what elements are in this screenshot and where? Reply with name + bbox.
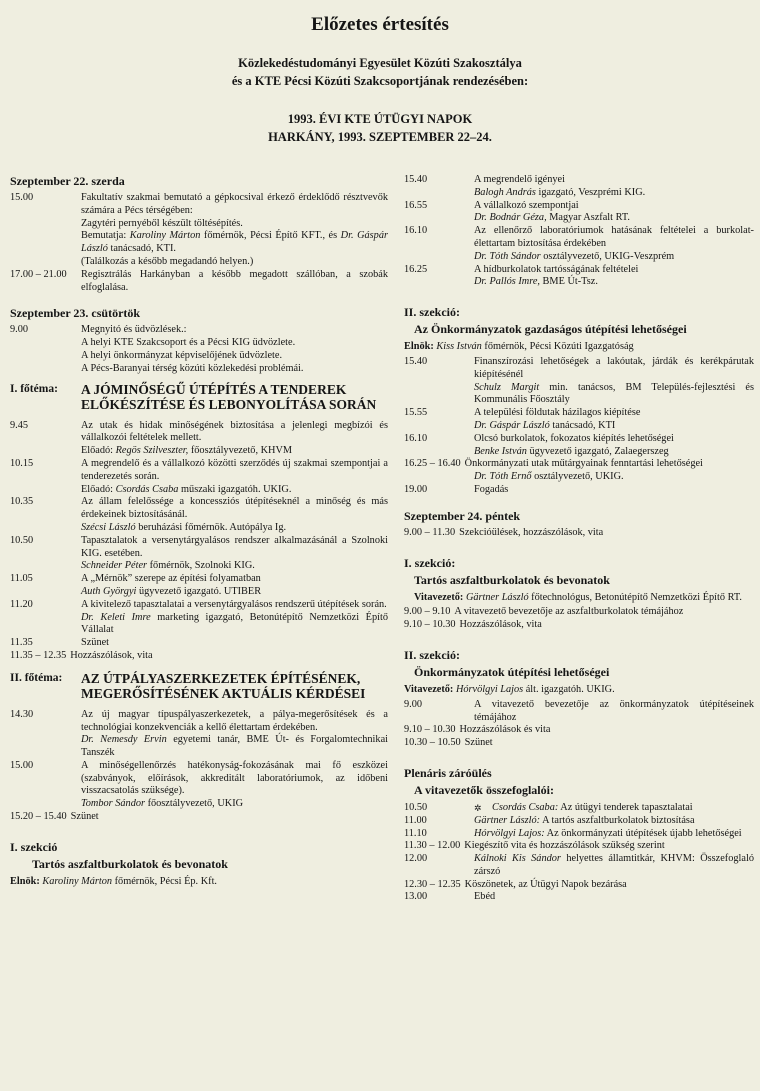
program-description — [81, 363, 388, 376]
program-time: 17.00 – 21.00 — [10, 268, 67, 280]
program-item — [404, 484, 754, 497]
speaker-name: Dr. Nemesdy Ervin — [81, 734, 167, 746]
program-time: 15.20 – 15.40 — [10, 811, 67, 823]
item-text: A vállalkozó szempontjai — [474, 199, 579, 211]
program-item — [10, 560, 388, 573]
program-item — [10, 324, 388, 337]
item-text: A megrendelő igényei — [474, 174, 565, 185]
speaker-name: Dr. Bodnár Géza, — [474, 212, 547, 224]
section-heading: I. szekció: — [404, 555, 456, 570]
program-description — [81, 760, 388, 798]
program-item — [404, 471, 754, 484]
program-time: 16.25 — [404, 263, 428, 275]
program-item — [10, 256, 388, 269]
program-time: 11.35 – 12.35 — [10, 649, 67, 661]
program-time — [404, 212, 474, 225]
program-time: 16.10 — [404, 432, 428, 444]
section-subtitle: A vitavezetők összefoglalói: — [414, 782, 554, 797]
item-text: Fogadás — [474, 483, 509, 495]
speaker-name: Schneider Péter — [81, 560, 148, 572]
speaker-affiliation: osztályvezető, UKIG-Veszprém — [540, 250, 675, 262]
item-text: Önkormányzati utak műtárgyainak fenntartási lehetőségei — [464, 458, 703, 470]
section-subtitle: Az Önkormányzatok gazdaságos útépítési lehetőségei — [414, 322, 687, 337]
program-item — [10, 599, 388, 612]
speaker-name: Dr. Pallós Imre, — [474, 276, 540, 288]
program-time: 11.20 — [10, 598, 33, 610]
program-description — [465, 879, 754, 892]
program-time: 10.50 — [404, 801, 428, 813]
program-description — [81, 218, 388, 231]
item-text: A minőségellenőrzés hatékonyság-fokozásának mai fő eszközei (szabványok, előírások, akkreditált laboratóriumok, az időbeni visszacsatolás szüksége). — [81, 759, 388, 797]
program-time: 11.30 – 12.00 — [404, 840, 461, 852]
program-item — [404, 225, 754, 251]
item-text: A „Mérnök” szerepe az építési folyamatban — [81, 573, 261, 585]
program-item — [10, 363, 388, 376]
program-item — [404, 853, 754, 879]
speaker-affiliation: helyettes államtitkár, KHVM: Összefoglaló zárszó — [474, 853, 754, 877]
speaker-affiliation: ügyvezető igazgató, Zalaegerszeg — [526, 445, 669, 457]
speaker-name: Szécsi László — [81, 521, 136, 533]
program-description — [81, 350, 388, 363]
program-list — [404, 802, 754, 904]
program-time — [404, 446, 474, 459]
item-text: Ebéd — [474, 891, 496, 903]
program-description — [474, 276, 754, 289]
program-time: 10.50 — [10, 534, 34, 546]
program-description — [474, 802, 754, 815]
program-item — [10, 535, 388, 561]
program-item — [404, 724, 754, 737]
program-time: 9.00 – 9.10 — [404, 606, 451, 618]
item-text: Tapasztalatok a versenytárgyalásos rendszer alkalmazásánál a Szolnoki KIG. esetében. — [81, 534, 388, 559]
program-time: 16.10 — [404, 225, 428, 237]
program-time: 19.00 — [404, 483, 428, 495]
program-time: 9.00 — [10, 324, 29, 336]
program-item — [404, 212, 754, 225]
program-item — [10, 586, 388, 599]
speaker-name: Dr. Gáspár László — [81, 230, 388, 255]
program-time: 16.55 — [404, 199, 428, 211]
speaker-name: Schulz Margit — [474, 381, 540, 393]
speaker-name: Dr. Tóth Sándor — [474, 250, 541, 262]
item-text: Finanszírozási lehetőségek a lakóutak, járdák és kerékpárutak kiépítésénél — [474, 355, 754, 380]
item-text: Hozzászólások és vita — [459, 724, 551, 736]
speaker-affiliation: Magyar Aszfalt RT. — [546, 212, 630, 224]
program-time — [10, 230, 81, 256]
program-time — [404, 420, 474, 433]
speaker-name: Kálnoki Kis Sándor — [474, 853, 561, 865]
speaker-affiliation: tanácsadó, KTI — [549, 419, 616, 431]
speaker-affiliation: ügyvezető igazgató. UTIBER — [136, 585, 262, 597]
program-item — [404, 433, 754, 446]
program-time: 11.10 — [404, 827, 427, 839]
item-text: A helyi KTE Szakcsoport és a Pécsi KIG üdvözlete. — [81, 337, 296, 349]
program-item — [10, 811, 388, 824]
speaker-affiliation: tanácsadó, KTI. — [107, 243, 176, 255]
section-subtitle: Önkormányzatok útépítési lehetőségei — [414, 664, 610, 679]
organizer-line-1: Közlekedéstudományi Egyesület Közúti Szakosztálya — [238, 56, 522, 70]
program-item — [404, 356, 754, 382]
program-time: 11.35 — [10, 637, 33, 649]
star-icon: ✲ — [474, 802, 482, 813]
speaker-name: Auth Györgyi — [81, 585, 137, 597]
program-time: 12.30 – 12.35 — [404, 878, 461, 890]
program-item — [10, 192, 388, 218]
program-description — [474, 251, 754, 264]
program-list — [404, 527, 754, 540]
program-description — [474, 815, 754, 828]
program-description — [81, 522, 388, 535]
program-time: 10.35 — [10, 496, 34, 508]
organizer-line-2: és a KTE Pécsi Közúti Szakcsoportjának rendezésében: — [231, 74, 529, 88]
program-item — [404, 407, 754, 420]
program-description — [81, 256, 388, 269]
program-description — [459, 527, 754, 540]
speaker-affiliation: főosztályvezető, UKIG — [145, 798, 244, 810]
program-item — [404, 737, 754, 750]
speaker-affiliation: főmérnök, Szolnoki KIG. — [147, 560, 255, 572]
program-time — [10, 798, 81, 811]
program-item — [404, 802, 754, 815]
program-item — [10, 612, 388, 638]
program-time: 14.30 — [10, 708, 34, 720]
program-item — [10, 798, 388, 811]
speaker-affiliation: Az önkormányzati útépítések újabb lehetőségei — [544, 827, 742, 839]
program-description — [459, 619, 754, 632]
program-description — [81, 324, 388, 337]
item-text: Szünet — [464, 737, 493, 749]
program-item — [404, 891, 754, 904]
theme-label: II. főtéma: — [10, 671, 63, 684]
speaker-name: Dr. Tóth Ernő — [474, 471, 532, 483]
program-item — [404, 840, 754, 853]
program-time — [404, 187, 474, 200]
program-description — [81, 586, 388, 599]
item-text: Az utak és hidak minőségének biztosítása a jelenlegi megbízói és vállalkozói feltételek mellett. — [81, 419, 388, 444]
item-text: Hozzászólások, vita — [70, 649, 153, 661]
program-description — [474, 433, 754, 446]
program-item — [10, 573, 388, 586]
program-time: 15.00 — [10, 192, 34, 203]
program-time — [10, 337, 81, 350]
program-item — [404, 276, 754, 289]
program-description — [474, 407, 754, 420]
program-item — [10, 420, 388, 446]
program-description — [81, 230, 388, 256]
program-description — [81, 484, 388, 497]
item-text: Regisztrálás Harkányban a később megadott szállóban, a szobák elfoglalása. — [81, 268, 388, 293]
program-description — [81, 445, 388, 458]
program-description — [474, 828, 754, 841]
item-text: A hídburkolatok tartósságának feltételei — [474, 263, 639, 275]
day-heading-sep22: Szeptember 22. szerda — [10, 174, 125, 188]
item-text: Zagytéri pernyéből készült töltésépítés. — [81, 217, 243, 229]
program-item — [404, 828, 754, 841]
item-text: A kivitelező tapasztalatai a versenytárgyalásos rendszerű útépítések során. — [81, 598, 387, 610]
program-time — [10, 612, 81, 638]
program-description — [81, 798, 388, 811]
speaker-affiliation: főosztályvezető, KHVM — [188, 445, 293, 457]
program-item — [404, 264, 754, 277]
item-text: Az állam felelőssége a koncessziós útépítéseknél a minőség és más érdekeinek biztosításánál. — [81, 496, 388, 521]
program-item — [10, 269, 388, 295]
program-time: 10.15 — [10, 457, 34, 469]
program-time — [10, 256, 81, 269]
section-heading: I. szekció — [10, 839, 58, 854]
main-theme-1 — [10, 382, 388, 412]
program-item — [404, 251, 754, 264]
program-description — [474, 420, 754, 433]
item-text: A települési földutak házilagos kiépítése — [474, 407, 641, 419]
program-description — [81, 709, 388, 735]
program-list — [404, 356, 754, 497]
program-description — [81, 458, 388, 484]
section-subtitle: Tartós aszfaltburkolatok és bevonatok — [414, 572, 610, 587]
item-text: Kiegészítő vita és hozzászólások szükség szerint — [464, 840, 665, 852]
program-item — [10, 484, 388, 497]
program-list — [10, 420, 388, 663]
program-description — [474, 225, 754, 251]
speaker-name: Hórvölgyi Lajos: — [474, 827, 545, 839]
item-text: A vitavezető bevezetője az önkormányzatok útépítéseinek témájához — [474, 698, 754, 723]
speaker-affiliation: egyetemi tanár, BME Út- és Forgalomtechnikai Tanszék — [81, 734, 389, 759]
program-description — [474, 174, 754, 187]
item-text: A vitavezető bevezetője az aszfaltburkolatok témájához — [454, 606, 684, 618]
speaker-affiliation: A tartós aszfaltburkolatok biztosítása — [540, 814, 695, 826]
program-time — [10, 445, 81, 458]
item-text: Az ellenőrző laboratóriumok hatásának feltételei a burkolat-élettartam biztosítása érdekében — [474, 225, 754, 249]
item-prefix: Előadó: — [81, 483, 116, 495]
program-description — [81, 612, 388, 638]
speaker-name: Tombor Sándor — [81, 798, 145, 810]
discussion-leader: Vitavezető: Hórvölgyi Lajos ált. igazgatóh. UKIG. — [404, 683, 615, 695]
item-prefix: Bemutatja: — [81, 230, 130, 242]
program-item — [10, 650, 388, 663]
program-description — [474, 471, 754, 484]
program-item — [10, 522, 388, 535]
program-item — [10, 637, 388, 650]
program-description — [81, 496, 388, 522]
program-item — [404, 174, 754, 187]
program-item — [10, 445, 388, 458]
program-list — [404, 174, 754, 289]
program-time: 9.10 – 10.30 — [404, 619, 456, 631]
item-text: Hozzászólások, vita — [459, 619, 542, 631]
program-time — [404, 251, 474, 264]
speaker-affiliation: beruházási főmérnök. Autópálya Ig. — [135, 521, 287, 533]
item-text: Szünet — [70, 811, 99, 823]
program-description — [474, 853, 754, 879]
program-item — [404, 420, 754, 433]
program-description — [474, 382, 754, 408]
speaker-affiliation: Az útügyi tenderek tapasztalatai — [558, 801, 693, 813]
section-subtitle: Tartós aszfaltburkolatok és bevonatok — [32, 856, 228, 871]
event-name: 1993. ÉVI KTE ÚTÜGYI NAPOK — [287, 112, 473, 126]
theme-title: A JÓMINŐSÉGŰ ÚTÉPÍTÉS A TENDEREK ELŐKÉSZÍTÉSE ÉS LEBONYOLÍTÁSA SORÁN — [81, 381, 377, 412]
program-description — [474, 187, 754, 200]
program-item — [404, 619, 754, 632]
theme-label: I. főtéma: — [10, 382, 58, 395]
program-description — [70, 650, 388, 663]
program-time — [404, 382, 474, 408]
program-item — [10, 218, 388, 231]
item-text: főmérnök, Pécsi Építő KFT., és — [200, 230, 341, 242]
program-description — [465, 737, 754, 750]
program-time: 15.00 — [10, 759, 34, 771]
program-time — [10, 484, 81, 497]
program-item — [404, 200, 754, 213]
speaker-name: Balogh András — [474, 186, 536, 198]
speaker-affiliation: osztályvezető, UKIG. — [531, 471, 624, 483]
program-time: 12.00 — [404, 853, 428, 865]
program-item — [404, 699, 754, 725]
program-time: 9.45 — [10, 419, 29, 431]
program-description — [81, 734, 388, 760]
program-description — [454, 606, 754, 619]
left-column — [10, 174, 388, 891]
program-description — [474, 212, 754, 225]
speaker-name: Karoliny Márton — [129, 230, 201, 242]
section-chair: Elnök: Kiss István főmérnök, Pécsi Közúti Igazgatóság — [404, 341, 634, 353]
program-item — [404, 458, 754, 471]
program-item — [404, 606, 754, 619]
program-description — [474, 484, 754, 497]
program-time — [404, 276, 474, 289]
program-time: 10.30 – 10.50 — [404, 737, 461, 749]
speaker-affiliation: marketing igazgató, Betonútépítő Nemzetközi Építő Vállalat — [81, 611, 388, 636]
program-time — [10, 560, 81, 573]
program-time: 15.40 — [404, 174, 428, 185]
program-description — [474, 356, 754, 382]
program-time: 9.00 — [404, 698, 423, 710]
program-item — [404, 187, 754, 200]
speaker-name: Gärtner László: — [474, 814, 541, 826]
right-column — [404, 174, 754, 904]
program-time: 11.00 — [404, 814, 427, 826]
program-item — [10, 350, 388, 363]
speaker-affiliation: BME Út-Tsz. — [539, 276, 598, 288]
program-description — [81, 637, 388, 650]
section-chair: Elnök: Karoliny Márton főmérnök, Pécsi Ép. Kft. — [10, 875, 218, 887]
program-time: 15.40 — [404, 355, 428, 367]
program-item — [10, 709, 388, 735]
program-item — [404, 879, 754, 892]
program-description — [464, 840, 754, 853]
program-description — [81, 420, 388, 446]
section-heading: II. szekció: — [404, 305, 460, 320]
speaker-name: Csordás Csaba — [115, 483, 179, 495]
main-theme-2 — [10, 671, 388, 701]
program-description — [474, 200, 754, 213]
item-text: Megnyitó és üdvözlések.: — [81, 324, 187, 336]
program-list — [10, 709, 388, 824]
item-text: Olcsó burkolatok, fokozatos kiépítés lehetőségei — [474, 432, 674, 444]
program-description — [81, 599, 388, 612]
program-description — [81, 269, 388, 295]
event-place-date: HARKÁNY, 1993. SZEPTEMBER 22–24. — [268, 130, 492, 144]
program-time — [404, 471, 474, 484]
program-description — [81, 573, 388, 586]
program-description — [71, 811, 388, 824]
program-item — [10, 760, 388, 798]
program-time — [10, 522, 81, 535]
speaker-name: Dr. Keleti Imre — [81, 611, 151, 623]
item-text: Szünet — [81, 637, 110, 649]
speaker-name: Csordás Csaba: — [492, 801, 559, 813]
program-description — [474, 891, 754, 904]
program-time: 11.05 — [10, 573, 33, 585]
day-heading-sep24: Szeptember 24. péntek — [404, 508, 521, 523]
item-text: Az új magyar típuspályaszerkezetek, a pálya-megerősítések és a technológiai konzekvenciák a kellő élettartam érdekében. — [81, 708, 388, 733]
program-time — [10, 363, 81, 376]
item-text: Fakultatív szakmai bemutató a gépkocsival érkező érdeklődő résztvevők számára a Pécs térségében: — [81, 192, 388, 216]
item-text: A Pécs-Baranyai térség közúti közlekedési problémái. — [81, 362, 304, 374]
speaker-name: Dr. Gáspár László — [474, 419, 550, 431]
theme-title: AZ ÚTPÁLYASZERKEZETEK ÉPÍTÉSÉNEK, MEGERŐSÍTÉSÉNEK AKTUÁLIS KÉRDÉSEI — [81, 670, 366, 701]
program-item — [10, 458, 388, 484]
program-time: 13.00 — [404, 891, 428, 903]
speaker-affiliation: igazgató, Veszprémi KIG. — [535, 186, 646, 198]
item-text: Szekcióülések, hozzászólások, vita — [459, 526, 604, 538]
program-description — [459, 724, 754, 737]
program-time: 16.25 – 16.40 — [404, 458, 461, 470]
program-time: 15.55 — [404, 407, 428, 419]
program-description — [474, 264, 754, 277]
program-list — [10, 192, 388, 294]
speaker-affiliation: műszaki igazgatóh. UKIG. — [178, 483, 292, 495]
program-description — [474, 446, 754, 459]
speaker-name: Benke István — [474, 445, 527, 457]
item-text: A megrendelő és a vállalkozó közötti szerződés új szakmai szempontjai a tenderezetés során. — [81, 457, 388, 482]
item-text: Köszönetek, az Útügyi Napok bezárása — [464, 878, 627, 890]
program-item — [404, 382, 754, 408]
program-item — [404, 446, 754, 459]
program-description — [81, 192, 388, 218]
item-prefix: Előadó: — [81, 445, 116, 457]
program-list — [404, 606, 754, 632]
program-item — [10, 734, 388, 760]
program-item — [404, 815, 754, 828]
program-item — [10, 496, 388, 522]
program-description — [81, 337, 388, 350]
speaker-name: Regös Szilveszter, — [115, 445, 189, 457]
item-text: A helyi önkormányzat képviselőjének üdvözlete. — [81, 349, 283, 361]
section-heading: Plenáris záróülés — [404, 765, 492, 780]
program-list — [10, 324, 388, 375]
program-item — [404, 527, 754, 540]
program-description — [81, 535, 388, 561]
page-title: Előzetes értesítés — [311, 14, 449, 35]
program-description — [465, 458, 754, 471]
program-time — [10, 586, 81, 599]
program-item — [10, 230, 388, 256]
speaker-affiliation: min. tanácsos, BM Település-fejlesztési és Kommunális Főosztály — [474, 381, 754, 406]
program-description — [81, 560, 388, 573]
program-item — [10, 337, 388, 350]
item-text: (Találkozás a később megadandó helyen.) — [81, 255, 254, 267]
program-time: 9.10 – 10.30 — [404, 724, 456, 736]
program-time — [10, 734, 81, 760]
program-time: 9.00 – 11.30 — [404, 526, 456, 538]
section-heading: II. szekció: — [404, 647, 460, 662]
program-description — [474, 699, 754, 725]
discussion-leader: Vitavezető: Gärtner László főtechnológus, Betonútépítő Nemzetközi Építő RT. — [414, 591, 742, 603]
program-time — [10, 350, 81, 363]
program-list — [404, 699, 754, 750]
program-time — [10, 218, 81, 231]
day-heading-sep23: Szeptember 23. csütörtök — [10, 306, 141, 321]
